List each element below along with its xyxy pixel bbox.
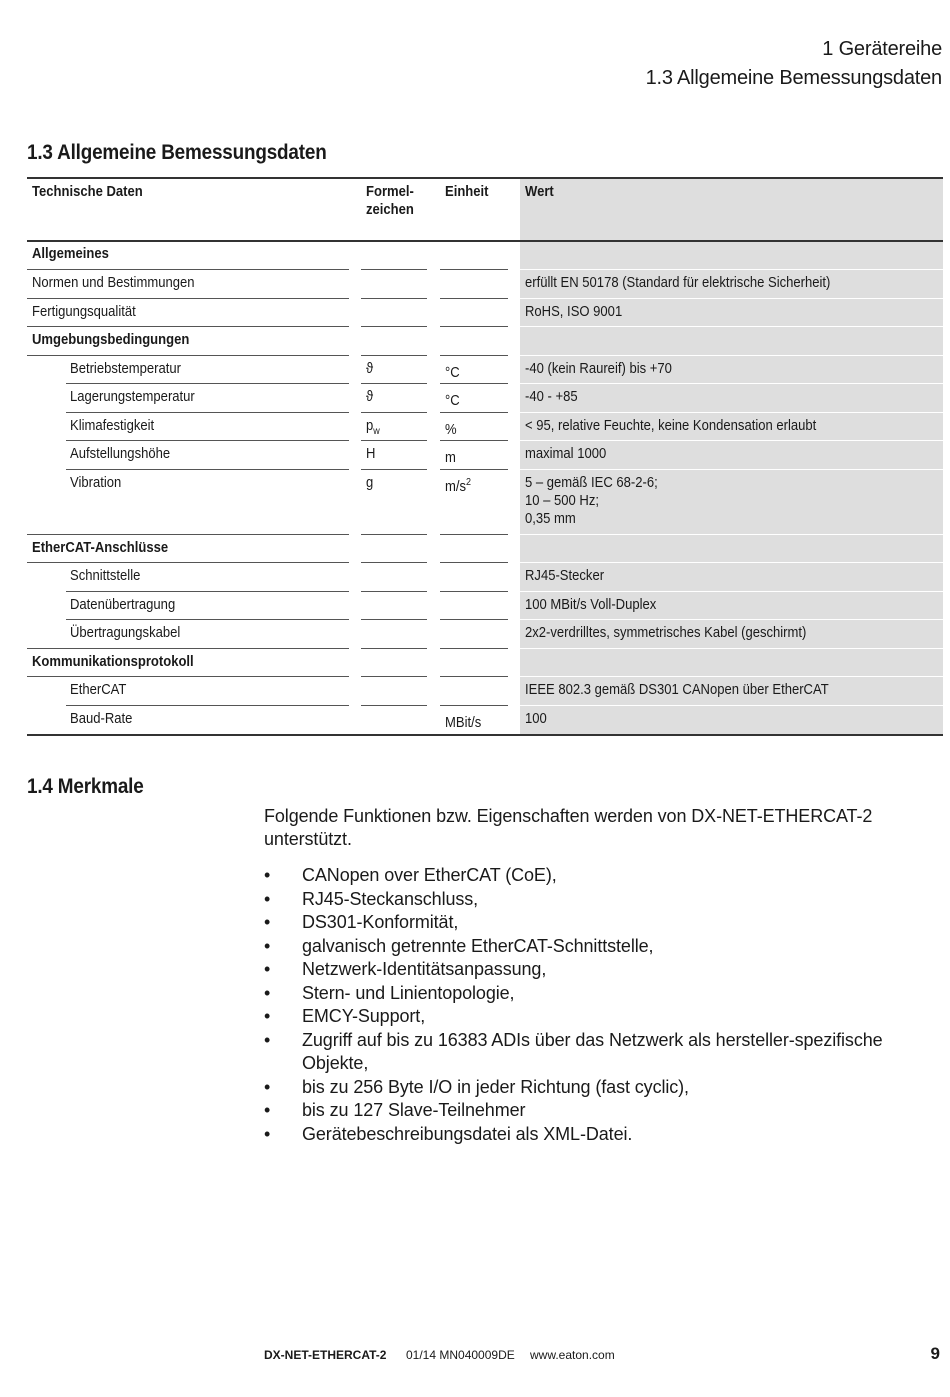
unit-text: m/s [445, 478, 467, 495]
table-header-row [27, 179, 943, 240]
category-label: EtherCAT-Anschlüsse [32, 539, 169, 556]
footer-document-date: 01/14 MN040009DE [406, 1348, 515, 1362]
list-item [264, 888, 948, 912]
feature-text: Netzwerk-Identitätsanpassung, [302, 959, 547, 979]
value-cell: erfüllt EN 50178 (Standard für elektrische Sicherheit) [525, 275, 831, 291]
section-title: 1.3 Allgemeine Bemessungsdaten [27, 141, 327, 164]
bullet-icon: • [264, 959, 271, 979]
parameter-name: Vibration [70, 474, 122, 491]
feature-list [264, 864, 948, 1146]
value-cell: RoHS, ISO 9001 [525, 303, 623, 320]
feature-text: RJ45-Steckanschluss, [302, 888, 479, 909]
column-header-symbol: Formel- zeichen [366, 184, 414, 218]
value-cell: 5 – gemäß IEC 68-2-6; 10 – 500 Hz; 0,35 mm [525, 474, 658, 527]
feature-text: bis zu 127 Slave-Teilnehmer [302, 1100, 526, 1120]
parameter-name: Schnittstelle [70, 568, 141, 584]
page-number: 9 [930, 1344, 940, 1363]
bullet-icon: • [264, 1100, 271, 1120]
feature-text: Zugriff auf bis zu 16383 ADIs über das Netzwerk als hersteller-spezifische Objekte, [302, 1029, 883, 1073]
category-label: Kommunikationsprotokoll [32, 653, 194, 670]
unit-cell [445, 360, 460, 382]
list-item [264, 1076, 948, 1100]
parameter-name: Klimafestigkeit [70, 417, 155, 434]
table-row [27, 535, 943, 564]
list-item [264, 911, 948, 935]
list-item [264, 1099, 948, 1123]
table-row [27, 620, 943, 649]
table-bottom-rule [27, 734, 943, 736]
unit-superscript: 2 [466, 476, 472, 488]
list-item [264, 935, 948, 959]
parameter-name: EtherCAT [70, 682, 127, 698]
running-header-section: 1.3 Allgemeine Bemessungsdaten [645, 67, 942, 89]
symbol-text: ϑ [366, 389, 374, 405]
value-cell: IEEE 802.3 gemäß DS301 CANopen über EtherCAT [525, 682, 829, 698]
unit-cell [445, 710, 481, 732]
feature-text: CANopen over EtherCAT (CoE), [302, 865, 557, 885]
footer-document-name: DX-NET-ETHERCAT-2 [264, 1348, 387, 1362]
unit-cell [445, 445, 456, 467]
symbol-cell [366, 388, 373, 412]
value-cell: 100 MBit/s Voll-Duplex [525, 596, 657, 613]
feature-text: bis zu 256 Byte I/O in jeder Richtung (fast cyclic), [302, 1076, 689, 1097]
column-header-unit: Einheit [445, 184, 489, 200]
symbol-cell [366, 474, 373, 498]
value-cell: RJ45-Stecker [525, 568, 605, 584]
unit-text: m [445, 449, 456, 466]
unit-cell [445, 474, 471, 496]
feature-text: Stern- und Linientopologie, [302, 982, 515, 1003]
bullet-icon: • [264, 865, 271, 885]
bullet-icon: • [264, 982, 271, 1003]
bullet-icon: • [264, 888, 271, 909]
table-row [27, 356, 943, 385]
value-cell: -40 (kein Raureif) bis +70 [525, 360, 672, 377]
table-row [27, 299, 943, 328]
symbol-cell [366, 360, 373, 384]
features-intro: Folgende Funktionen bzw. Eigenschaften werden von DX-NET-ETHERCAT-2 unterstützt. [264, 806, 873, 849]
list-item [264, 1029, 948, 1076]
table-row [27, 677, 943, 706]
list-item [264, 1123, 948, 1147]
parameter-name: Übertragungskabel [70, 625, 181, 641]
value-cell: 100 [525, 710, 547, 727]
symbol-subscript: w [373, 425, 380, 437]
column-header-name: Technische Daten [32, 184, 143, 200]
table-row [27, 384, 943, 413]
section-title-features: 1.4 Merkmale [27, 775, 144, 798]
category-label: Umgebungsbedingungen [32, 332, 190, 348]
parameter-name: Fertigungsqualität [32, 303, 136, 320]
bullet-icon: • [264, 912, 271, 932]
column-header-value: Wert [525, 184, 554, 200]
list-item [264, 864, 948, 888]
parameter-name: Normen und Bestimmungen [32, 275, 195, 291]
footer-website: www.eaton.com [530, 1348, 615, 1362]
unit-text: °C [445, 392, 460, 409]
table-row [27, 706, 943, 735]
symbol-text: ϑ [366, 360, 374, 377]
bullet-icon: • [264, 1006, 271, 1026]
table-row [27, 563, 943, 592]
running-header-chapter: 1 Gerätereihe [822, 38, 942, 60]
value-cell: < 95, relative Feuchte, keine Kondensation erlaubt [525, 417, 817, 434]
table-row [27, 592, 943, 621]
table-row [27, 413, 943, 442]
value-cell: -40 - +85 [525, 389, 578, 405]
bullet-icon: • [264, 1029, 271, 1050]
parameter-name: Baud-Rate [70, 710, 133, 727]
table-row [27, 470, 943, 535]
unit-text: MBit/s [445, 714, 482, 731]
parameter-name: Datenübertragung [70, 596, 176, 613]
parameter-name: Betriebstemperatur [70, 360, 181, 377]
unit-text: % [445, 421, 457, 438]
table-row [27, 649, 943, 678]
parameter-name: Aufstellungshöhe [70, 446, 171, 462]
unit-text: °C [445, 364, 460, 381]
symbol-cell [366, 417, 380, 441]
symbol-cell [366, 445, 375, 469]
symbol-text: g [366, 474, 374, 491]
table-row [27, 241, 943, 270]
table-row [27, 270, 943, 299]
unit-cell [445, 388, 460, 410]
parameter-name: Lagerungstemperatur [70, 389, 195, 405]
unit-cell [445, 417, 457, 439]
bullet-icon: • [264, 1123, 271, 1144]
bullet-icon: • [264, 1076, 271, 1097]
feature-text: Gerätebeschreibungsdatei als XML-Datei. [302, 1123, 633, 1144]
table-row [27, 441, 943, 470]
list-item [264, 982, 948, 1006]
bullet-icon: • [264, 935, 271, 956]
table-row [27, 327, 943, 356]
list-item [264, 1005, 948, 1029]
category-label: Allgemeines [32, 246, 109, 262]
value-cell: 2x2-verdrilltes, symmetrisches Kabel (geschirmt) [525, 625, 807, 641]
feature-text: EMCY-Support, [302, 1006, 426, 1026]
value-cell: maximal 1000 [525, 446, 607, 462]
feature-text: galvanisch getrennte EtherCAT-Schnittstelle, [302, 935, 654, 956]
list-item [264, 958, 948, 982]
symbol-text: p [366, 417, 374, 434]
symbol-text: H [366, 446, 376, 462]
feature-text: DS301-Konformität, [302, 912, 459, 932]
